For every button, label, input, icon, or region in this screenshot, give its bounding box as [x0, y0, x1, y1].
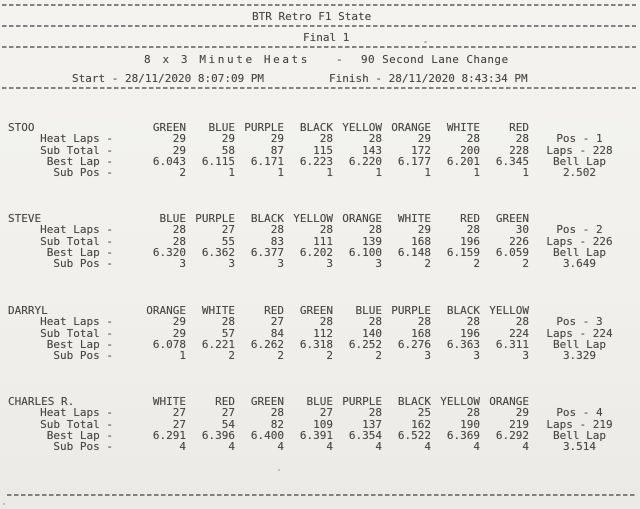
- best-lap-value: 6.100: [348, 245, 382, 259]
- lane-color-header: GREEN: [495, 212, 529, 225]
- row-label-heat-laps: Heat Laps -: [40, 223, 113, 237]
- row-label-heat-laps: Heat Laps -: [40, 406, 113, 420]
- bell-lap-value: 3.329: [562, 349, 597, 363]
- sub-pos-value: 1: [179, 349, 186, 363]
- best-lap-value: 6.043: [152, 154, 186, 168]
- best-lap-value: 6.262: [250, 337, 284, 351]
- lane-color-header: YELLOW: [440, 395, 480, 408]
- heat-laps-value: 28: [368, 132, 382, 146]
- separator-line-bottom: [7, 494, 636, 496]
- bell-lap-value: 3.649: [562, 257, 597, 271]
- lane-color-header: YELLOW: [293, 212, 333, 225]
- bell-lap-label: Bell Lap: [553, 154, 606, 168]
- row-label-sub-total: Sub Total -: [40, 234, 113, 248]
- sub-total-value: 82: [270, 417, 284, 431]
- scan-speck: [424, 41, 427, 43]
- lane-color-header: RED: [215, 395, 235, 408]
- sub-pos-value: 1: [424, 166, 431, 180]
- sub-total-value: 58: [221, 143, 235, 157]
- bell-lap-label: Bell Lap: [553, 245, 606, 259]
- best-lap-value: 6.202: [299, 245, 333, 259]
- sub-pos-value: 4: [228, 440, 235, 454]
- sub-pos-value: 3: [228, 257, 235, 271]
- lane-color-header: PURPLE: [195, 212, 235, 225]
- sub-pos-value: 3: [179, 257, 186, 271]
- racer-name: CHARLES R.: [8, 395, 75, 408]
- best-lap-value: 6.318: [299, 337, 333, 351]
- racer-block: [0, 122, 632, 178]
- heat-laps-value: 28: [466, 406, 480, 420]
- best-lap-value: 6.223: [299, 154, 333, 168]
- best-lap-value: 6.220: [348, 154, 382, 168]
- heat-laps-value: 29: [417, 132, 431, 146]
- lane-color-header: ORANGE: [146, 304, 186, 317]
- row-label-sub-pos: Sub Pos -: [53, 349, 113, 363]
- sub-pos-value: 4: [522, 440, 529, 454]
- lane-color-header: GREEN: [152, 121, 186, 134]
- lane-color-header: GREEN: [299, 304, 333, 317]
- lane-color-header: WHITE: [152, 395, 186, 408]
- best-lap-value: 6.377: [250, 245, 284, 259]
- racer-name: DARRYL: [8, 304, 48, 317]
- best-lap-value: 6.522: [397, 428, 431, 442]
- lane-color-header: YELLOW: [342, 121, 382, 134]
- sub-total-value: 54: [221, 417, 235, 431]
- heat-laps-value: 28: [515, 315, 529, 329]
- lane-color-header: BLUE: [306, 395, 333, 408]
- sub-pos-value: 3: [326, 257, 333, 271]
- sub-pos-value: 3: [375, 257, 382, 271]
- sub-pos-value: 1: [473, 166, 480, 180]
- scan-speck: [278, 469, 280, 471]
- heat-laps-value: 28: [319, 315, 333, 329]
- sub-pos-value: 2: [179, 166, 186, 180]
- best-lap-value: 6.159: [446, 245, 480, 259]
- lane-color-header: ORANGE: [489, 395, 529, 408]
- heat-laps-value: 30: [515, 223, 529, 237]
- sub-total-value: 29: [172, 326, 186, 340]
- sub-total-value: 137: [362, 417, 382, 431]
- separator-line-top: [2, 4, 636, 6]
- best-lap-value: 6.369: [446, 428, 480, 442]
- row-label-sub-pos: Sub Pos -: [53, 166, 113, 180]
- best-lap-value: 6.391: [299, 428, 333, 442]
- sub-pos-value: 4: [424, 440, 431, 454]
- best-lap-value: 6.345: [495, 154, 529, 168]
- sub-pos-value: 2: [326, 349, 333, 363]
- sub-total-value: 139: [362, 234, 382, 248]
- heat-laps-value: 27: [172, 406, 186, 420]
- best-lap-value: 6.115: [201, 154, 235, 168]
- best-lap-value: 6.177: [397, 154, 431, 168]
- sub-total-value: 87: [270, 143, 284, 157]
- position-summary: Pos - 1: [556, 132, 603, 146]
- separator-line-under-title: [2, 25, 636, 27]
- row-label-best-lap: Best Lap -: [46, 154, 113, 168]
- event-title: Final 1: [303, 31, 350, 44]
- laps-summary: Laps - 219: [546, 417, 613, 431]
- sub-total-value: 57: [221, 326, 235, 340]
- lane-color-header: BLACK: [250, 212, 284, 225]
- best-lap-value: 6.396: [201, 428, 235, 442]
- position-summary: Pos - 3: [556, 315, 603, 329]
- sub-total-value: 162: [411, 417, 431, 431]
- heat-laps-value: 28: [368, 223, 382, 237]
- sub-pos-value: 1: [277, 166, 284, 180]
- bell-lap-label: Bell Lap: [553, 337, 606, 351]
- best-lap-value: 6.078: [152, 337, 186, 351]
- heat-laps-value: 28: [515, 132, 529, 146]
- best-lap-value: 6.320: [152, 245, 186, 259]
- sub-total-value: 200: [460, 143, 480, 157]
- lane-color-header: BLUE: [355, 304, 382, 317]
- lane-color-header: BLACK: [446, 304, 480, 317]
- lane-color-header: GREEN: [250, 395, 284, 408]
- row-label-sub-pos: Sub Pos -: [53, 257, 113, 271]
- heat-laps-value: 27: [270, 315, 284, 329]
- lane-color-header: BLUE: [159, 212, 186, 225]
- lane-color-header: WHITE: [446, 121, 480, 134]
- best-lap-value: 6.400: [250, 428, 284, 442]
- lane-color-header: PURPLE: [244, 121, 284, 134]
- sub-pos-value: 1: [326, 166, 333, 180]
- heat-laps-value: 29: [515, 406, 529, 420]
- racer-block: [0, 305, 632, 361]
- sub-total-value: 140: [362, 326, 382, 340]
- lane-color-header: BLUE: [208, 121, 235, 134]
- best-lap-value: 6.252: [348, 337, 382, 351]
- sub-total-value: 111: [313, 234, 333, 248]
- row-label-sub-total: Sub Total -: [40, 417, 113, 431]
- lane-color-header: PURPLE: [342, 395, 382, 408]
- sub-pos-value: 3: [473, 349, 480, 363]
- row-label-heat-laps: Heat Laps -: [40, 315, 113, 329]
- heats-dash: -: [336, 53, 343, 66]
- sub-total-value: 228: [509, 143, 529, 157]
- heat-laps-value: 28: [466, 132, 480, 146]
- lane-color-header: WHITE: [201, 304, 235, 317]
- best-lap-value: 6.148: [397, 245, 431, 259]
- heat-laps-value: 28: [270, 406, 284, 420]
- position-summary: Pos - 2: [556, 223, 603, 237]
- report-title: BTR Retro F1 State: [252, 10, 372, 23]
- sub-pos-value: 3: [424, 349, 431, 363]
- sub-pos-value: 2: [424, 257, 431, 271]
- best-lap-value: 6.362: [201, 245, 235, 259]
- sub-pos-value: 3: [522, 349, 529, 363]
- sub-pos-value: 4: [179, 440, 186, 454]
- lane-color-header: BLACK: [397, 395, 431, 408]
- bell-lap-label: Bell Lap: [553, 428, 606, 442]
- sub-pos-value: 2: [473, 257, 480, 271]
- sub-total-value: 224: [509, 326, 529, 340]
- sub-total-value: 84: [270, 326, 284, 340]
- best-lap-value: 6.354: [348, 428, 382, 442]
- sub-pos-value: 3: [277, 257, 284, 271]
- lane-change-info: 90 Second Lane Change: [361, 53, 509, 66]
- heat-laps-value: 28: [368, 315, 382, 329]
- heat-laps-value: 29: [172, 315, 186, 329]
- sub-total-value: 28: [172, 234, 186, 248]
- sub-total-value: 109: [313, 417, 333, 431]
- heat-laps-value: 29: [172, 132, 186, 146]
- row-label-best-lap: Best Lap -: [46, 428, 113, 442]
- laps-summary: Laps - 224: [546, 326, 613, 340]
- sub-pos-value: 1: [228, 166, 235, 180]
- sub-total-value: 196: [460, 234, 480, 248]
- sub-pos-value: 4: [326, 440, 333, 454]
- sub-pos-value: 4: [473, 440, 480, 454]
- racer-name: STEVE: [8, 212, 42, 225]
- bell-lap-value: 3.514: [562, 440, 597, 454]
- lane-color-header: ORANGE: [391, 121, 431, 134]
- sub-total-value: 27: [172, 417, 186, 431]
- sub-pos-value: 2: [277, 349, 284, 363]
- sub-pos-value: 4: [277, 440, 284, 454]
- best-lap-value: 6.201: [446, 154, 480, 168]
- row-label-sub-total: Sub Total -: [40, 326, 113, 340]
- sub-total-value: 226: [509, 234, 529, 248]
- heat-laps-value: 28: [368, 406, 382, 420]
- bell-lap-value: 2.502: [562, 166, 597, 180]
- best-lap-value: 6.059: [495, 245, 529, 259]
- sub-total-value: 29: [172, 143, 186, 157]
- heat-laps-value: 28: [172, 223, 186, 237]
- racer-name: STOO: [8, 121, 35, 134]
- laps-summary: Laps - 226: [546, 234, 613, 248]
- laps-summary: Laps - 228: [546, 143, 613, 157]
- heat-laps-value: 27: [319, 406, 333, 420]
- row-label-heat-laps: Heat Laps -: [40, 132, 113, 146]
- heat-laps-value: 28: [417, 315, 431, 329]
- heat-laps-value: 28: [466, 315, 480, 329]
- heat-laps-value: 29: [270, 132, 284, 146]
- best-lap-value: 6.311: [495, 337, 529, 351]
- sub-pos-value: 2: [228, 349, 235, 363]
- heat-laps-value: 28: [270, 223, 284, 237]
- lane-color-header: WHITE: [397, 212, 431, 225]
- lane-color-header: RED: [264, 304, 284, 317]
- best-lap-value: 6.276: [397, 337, 431, 351]
- heat-laps-value: 28: [466, 223, 480, 237]
- best-lap-value: 6.292: [495, 428, 529, 442]
- heat-laps-value: 28: [221, 315, 235, 329]
- separator-line-under-subtitle: [2, 46, 636, 48]
- racer-block: [0, 213, 632, 269]
- sub-total-value: 196: [460, 326, 480, 340]
- heats-info: 8 x 3 Minute Heats: [144, 53, 311, 66]
- heat-laps-value: 28: [319, 132, 333, 146]
- sub-pos-value: 2: [375, 349, 382, 363]
- sub-pos-value: 4: [375, 440, 382, 454]
- lane-color-header: ORANGE: [342, 212, 382, 225]
- best-lap-value: 6.363: [446, 337, 480, 351]
- separator-line-under-times: [2, 87, 636, 89]
- start-time: Start - 28/11/2020 8:07:09 PM: [72, 72, 265, 85]
- sub-total-value: 55: [221, 234, 235, 248]
- row-label-sub-total: Sub Total -: [40, 143, 113, 157]
- finish-time: Finish - 28/11/2020 8:43:34 PM: [329, 72, 528, 85]
- sub-total-value: 168: [411, 234, 431, 248]
- sub-total-value: 112: [313, 326, 333, 340]
- heat-laps-value: 27: [221, 406, 235, 420]
- sub-total-value: 83: [270, 234, 284, 248]
- sub-total-value: 190: [460, 417, 480, 431]
- heat-laps-value: 27: [221, 223, 235, 237]
- heat-laps-value: 29: [221, 132, 235, 146]
- heat-laps-value: 29: [417, 223, 431, 237]
- position-summary: Pos - 4: [556, 406, 603, 420]
- sub-pos-value: 1: [375, 166, 382, 180]
- lane-color-header: RED: [460, 212, 480, 225]
- row-label-best-lap: Best Lap -: [46, 245, 113, 259]
- racer-block: [0, 396, 632, 452]
- sub-pos-value: 1: [522, 166, 529, 180]
- sub-total-value: 172: [411, 143, 431, 157]
- lane-color-header: RED: [509, 121, 529, 134]
- lane-color-header: YELLOW: [489, 304, 529, 317]
- best-lap-value: 6.171: [250, 154, 284, 168]
- sub-total-value: 219: [509, 417, 529, 431]
- scan-speck: [3, 503, 5, 505]
- heat-laps-value: 28: [319, 223, 333, 237]
- lane-color-header: BLACK: [299, 121, 333, 134]
- heat-laps-value: 25: [417, 406, 431, 420]
- best-lap-value: 6.221: [201, 337, 235, 351]
- best-lap-value: 6.291: [152, 428, 186, 442]
- row-label-sub-pos: Sub Pos -: [53, 440, 113, 454]
- sub-total-value: 168: [411, 326, 431, 340]
- sub-total-value: 143: [362, 143, 382, 157]
- lane-color-header: PURPLE: [391, 304, 431, 317]
- sub-pos-value: 2: [522, 257, 529, 271]
- row-label-best-lap: Best Lap -: [46, 337, 113, 351]
- sub-total-value: 115: [313, 143, 333, 157]
